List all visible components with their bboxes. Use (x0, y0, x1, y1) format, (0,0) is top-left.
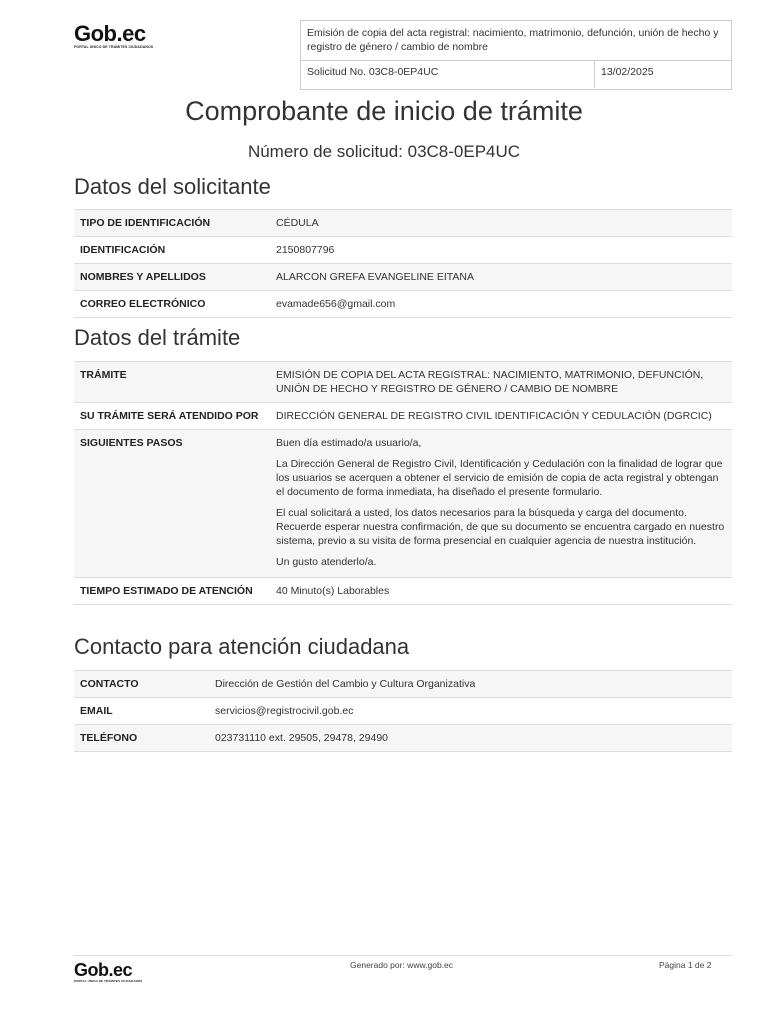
section-heading-solicitante: Datos del solicitante (74, 174, 271, 199)
table-solicitante (74, 209, 732, 318)
header-tramite: Emisión de copia del acta registral: nacimiento, matrimonio, defunción, unión de hecho y registro de género / cambio de nombre (301, 21, 731, 61)
table-row (74, 237, 732, 264)
table-row (74, 291, 732, 318)
table-row (74, 671, 732, 698)
gob-ec-logo (74, 22, 153, 49)
table-row (74, 430, 732, 578)
logo-subtitle: PORTAL ÚNICO DE TRÁMITES CIUDADANOS (74, 45, 154, 49)
request-number: Número de solicitud: 03C8-0EP4UC (247, 142, 521, 161)
paragraph: Buen día estimado/a usuario/a, (276, 437, 422, 449)
header-info-box (300, 20, 732, 90)
paragraph: Un gusto atenderlo/a. (276, 556, 377, 568)
logo-text: Gob.ec (74, 21, 146, 46)
footer-logo (74, 961, 142, 983)
row-value: Dirección de Gestión del Cambio y Cultura Organizativa (215, 678, 476, 690)
footer-generated-by: Generado por: www.gob.ec (350, 960, 454, 970)
row-value: 023731110 ext. 29505, 29478, 29490 (215, 732, 389, 744)
row-value: servicios@registrocivil.gob.ec (215, 705, 354, 717)
row-label: IDENTIFICACIÓN (80, 244, 166, 256)
row-label: EMAIL (80, 705, 113, 717)
row-value: CÉDULA (276, 217, 319, 229)
table-row (74, 362, 732, 403)
section-heading-tramite: Datos del trámite (74, 325, 241, 350)
row-label: TELÉFONO (80, 732, 138, 744)
table-tramite (74, 361, 732, 605)
table-row (74, 264, 732, 291)
row-value: 2150807796 (276, 244, 335, 256)
table-row (74, 403, 732, 430)
header-fecha: 13/02/2025 (601, 66, 654, 78)
row-value: 40 Minuto(s) Laborables (276, 585, 390, 597)
section-heading-contacto: Contacto para atención ciudadana (74, 634, 410, 659)
table-contacto (74, 670, 732, 752)
row-value (270, 430, 732, 577)
row-label: CONTACTO (80, 678, 139, 690)
footer-page-number: Página 1 de 2 (659, 960, 712, 970)
row-label: CORREO ELECTRÓNICO (80, 298, 206, 310)
logo-text: Gob.ec (74, 960, 133, 980)
row-label: TIEMPO ESTIMADO DE ATENCIÓN (80, 585, 253, 597)
row-value: EMISIÓN DE COPIA DEL ACTA REGISTRAL: NACIMIENTO, MATRIMONIO, DEFUNCIÓN, UNIÓN DE HECHO Y REGISTRO DE GÉNERO / CAMBIO DE NOMBRE (276, 369, 704, 395)
row-label: SIGUIENTES PASOS (80, 437, 183, 449)
paragraph: El cual solicitará a usted, los datos necesarios para la búsqueda y carga del documento. Recuerde esperar nuestra confirmación, de que su documento se encuentra cargado en nuestro sistema, previo a su visita de forma presencial en cualquier agencia de nuestra institución. (276, 507, 725, 547)
table-row (74, 210, 732, 237)
row-label: TIPO DE IDENTIFICACIÓN (80, 217, 211, 229)
row-label: SU TRÁMITE SERÁ ATENDIDO POR (80, 410, 259, 422)
header-solicitud: Solicitud No. 03C8-0EP4UC (301, 61, 595, 88)
table-row (74, 578, 732, 605)
table-row (74, 725, 732, 752)
row-value: ALARCON GREFA EVANGELINE EITANA (276, 271, 474, 283)
row-value: evamade656@gmail.com (276, 298, 396, 310)
row-value: DIRECCIÓN GENERAL DE REGISTRO CIVIL IDENTIFICACIÓN Y CEDULACIÓN (DGRCIC) (276, 410, 712, 422)
logo-subtitle: PORTAL ÚNICO DE TRÁMITES CIUDADANOS (74, 979, 143, 983)
row-label: TRÁMITE (80, 369, 127, 381)
table-row (74, 698, 732, 725)
page-title: Comprobante de inicio de trámite (185, 96, 583, 126)
paragraph: La Dirección General de Registro Civil, Identificación y Cedulación con la finalidad de lograr que los usuarios se acerquen a obtener el servicio de emisión de copia de acta registral y obtengan el documento de forma inmediata, ha diseñado el presente formulario. (276, 458, 723, 498)
row-label: NOMBRES Y APELLIDOS (80, 271, 206, 283)
footer-divider (74, 955, 732, 956)
